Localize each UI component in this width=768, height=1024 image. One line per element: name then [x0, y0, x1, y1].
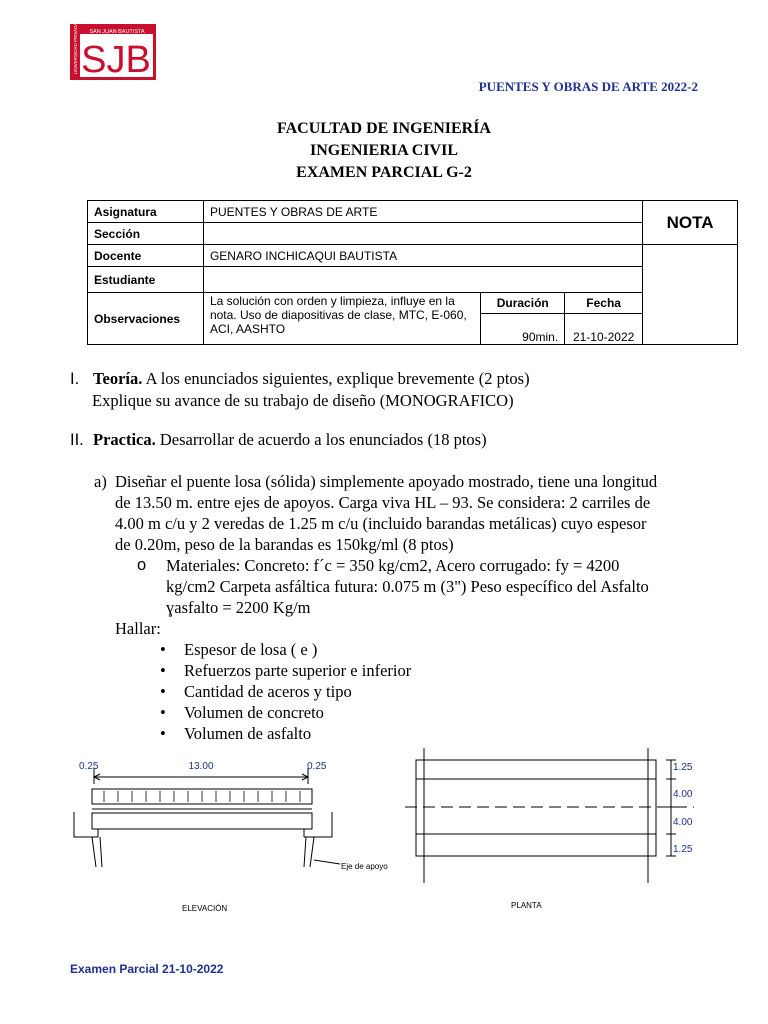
plan-dim: 1.25 — [673, 844, 693, 855]
eje-label: Eje de apoyo — [341, 862, 388, 871]
section-2-numeral: II. — [70, 431, 84, 449]
section-1-heading: Teoría. — [93, 369, 143, 388]
section-1-line1: A los enunciados siguientes, explique brevemente (2 ptos) — [142, 369, 530, 388]
logo-text: SJB — [81, 39, 151, 80]
item-a-line2: de 13.50 m. entre ejes de apoyos. Carga viva HL – 93. Se considera: 2 carriles de — [115, 493, 651, 512]
duracion-label: Duración — [481, 293, 565, 314]
materials-line2: kg/cm2 Carpeta asfáltica futura: 0.075 m (3") Peso específico del Asfalto — [166, 577, 649, 596]
nota-box — [643, 245, 738, 345]
hallar-list — [160, 639, 734, 744]
dim-span: 13.00 — [188, 761, 214, 772]
course-header: PUENTES Y OBRAS DE ARTE 2022-2 — [478, 79, 698, 94]
faculty-title: FACULTAD DE INGENIERÍA — [277, 120, 491, 137]
materials-marker: o — [137, 556, 147, 574]
item-a-line4: de 0.20m, peso de la barandas es 150kg/ml (8 ptos) — [115, 535, 454, 554]
title-block — [0, 118, 768, 184]
list-item: • Espesor de losa ( e ) — [160, 639, 734, 660]
asignatura-value: PUENTES Y OBRAS DE ARTE — [203, 201, 642, 223]
item-a-line3: 4.00 m c/u y 2 veredas de 1.25 m c/u (incluido barandas metálicas) cuyo espesor — [115, 514, 647, 533]
seccion-label: Sección — [88, 223, 204, 245]
dim-left: 0.25 — [79, 761, 99, 772]
plan-dim: 1.25 — [673, 762, 693, 773]
planta-label: PLANTA — [511, 901, 542, 910]
plan-dim: 4.00 — [673, 789, 693, 800]
plan-dim: 4.00 — [673, 817, 693, 828]
list-item: • Cantidad de aceros y tipo — [160, 681, 734, 702]
elevacion-label: ELEVACIÓN — [182, 904, 228, 913]
observaciones-value: La solución con orden y limpieza, influye en la nota. Uso de diapositivas de clase, MTC, E-060, ACI, AASHTO — [203, 293, 480, 345]
list-item: • Volumen de asfalto — [160, 723, 734, 744]
exam-title: EXAMEN PARCIAL G-2 — [296, 164, 472, 181]
section-2-heading: Practica. — [93, 430, 156, 449]
item-a — [94, 471, 734, 744]
dim-right: 0.25 — [307, 761, 327, 772]
footer-text: Examen Parcial 21-10-2022 — [70, 962, 224, 976]
info-table — [87, 200, 738, 345]
list-item: • Refuerzos parte superior e inferior — [160, 660, 734, 681]
elevation-drawing — [70, 752, 400, 922]
program-title: INGENIERIA CIVIL — [309, 142, 459, 159]
hallar-label: Hallar: — [115, 619, 161, 638]
asignatura-label: Asignatura — [88, 201, 204, 223]
estudiante-value — [203, 267, 642, 293]
section-2 — [70, 429, 487, 451]
materials — [115, 555, 734, 618]
materials-line1: Materiales: Concreto: f´c = 350 kg/cm2, Acero corrugado: fy = 4200 — [166, 556, 620, 575]
docente-label: Docente — [88, 245, 204, 267]
nota-label: NOTA — [643, 201, 738, 245]
duracion-value: 90min. — [481, 314, 565, 345]
materials-line3: ɣasfalto = 2200 Kg/m — [166, 598, 311, 617]
section-2-line1: Desarrollar de acuerdo a los enunciados (18 ptos) — [155, 430, 487, 449]
logo-ring-text: SAN JUAN BAUTISTA — [89, 29, 145, 35]
seccion-value — [203, 223, 642, 245]
fecha-value: 21-10-2022 — [565, 314, 643, 345]
section-1-numeral: I. — [70, 370, 80, 388]
list-item: • Volumen de concreto — [160, 702, 734, 723]
observaciones-label: Observaciones — [88, 293, 204, 345]
item-a-marker: a) — [94, 472, 107, 491]
logo-side-text: UNIVERSIDAD PRIVADA — [73, 24, 78, 74]
section-1 — [70, 368, 530, 411]
item-a-line1: Diseñar el puente losa (sólida) simplemente apoyado mostrado, tiene una longitud — [115, 472, 658, 491]
fecha-label: Fecha — [565, 293, 643, 314]
docente-value: GENARO INCHICAQUI BAUTISTA — [203, 245, 642, 267]
estudiante-label: Estudiante — [88, 267, 204, 293]
section-1-line2: Explique su avance de su trabajo de diseño (MONOGRAFICO) — [92, 391, 514, 410]
university-logo — [70, 24, 156, 80]
plan-drawing — [400, 748, 700, 918]
